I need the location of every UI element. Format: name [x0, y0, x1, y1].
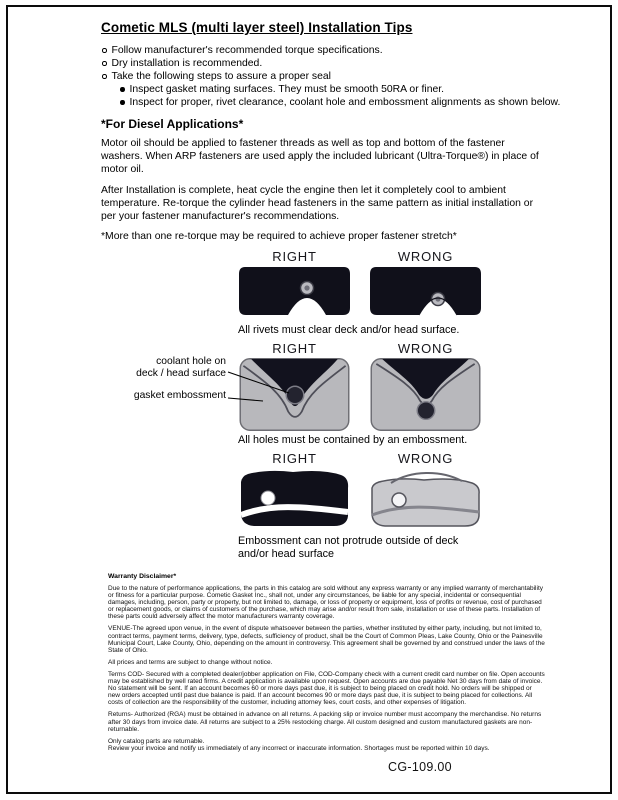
- diagram-caption-rivets: All rivets must clear deck and/or head surface.: [238, 324, 460, 337]
- diagram-row-embossment: [238, 451, 482, 561]
- embossment-right-image: [238, 468, 351, 532]
- diesel-paragraph-1: Motor oil should be applied to fastener threads as well as top and bottom of the fastener washers. When ARP fasteners are used apply the included lubricant (Ultra-Torque®) in place of motor oil.: [101, 138, 539, 176]
- wrong-label: WRONG: [397, 451, 454, 467]
- filled-bullet-icon: [120, 87, 125, 92]
- rivet-wrong-image: [369, 266, 482, 321]
- tip-item: [101, 44, 549, 57]
- diagram-caption-embossment: Embossment can not protrude outside of deck and/or head surface: [238, 535, 459, 561]
- rivet-right-image: [238, 266, 351, 321]
- right-label: RIGHT: [272, 341, 317, 357]
- page-content: [101, 20, 561, 752]
- diagram-labels: [238, 341, 482, 356]
- filled-bullet-icon: [120, 100, 125, 105]
- warranty-paragraph: Review your invoice and notify us immediately of any incorrect or inaccurate information. Shortages must be reported within 10 days.: [108, 744, 490, 752]
- warranty-paragraph: Terms COD- Secured with a completed dealer/jobber application on File, COD-Company check with a current credit card number on file. Open accounts may be established by well rated firms. A credit application is available upon request. Open accounts are due payable Net 30 days from date of invoice. No statement will be sent. If an account becomes 60 or more days past due, it is subject to being placed on credit hold. No orders will be shipped or new orders accepted until past due balance is paid. If an account becomes 90 or more days past due, it is subject to being placed for collections. All costs of collection are the responsibility of the customer, including attorney fees, court costs, and other expenses of litigation.: [108, 670, 545, 707]
- annotation-text-line: deck / head surface: [136, 367, 226, 379]
- diagram-images: [238, 468, 482, 532]
- annotation-coolant-hole: [136, 356, 226, 379]
- tips-list: [101, 44, 561, 109]
- page-number: CG-109.00: [388, 760, 452, 774]
- open-bullet-icon: [102, 48, 107, 53]
- diagram-images: [238, 266, 482, 321]
- holes-wrong-image: [369, 358, 482, 431]
- tip-text: Inspect for proper, rivet clearance, coolant hole and embossment alignments as shown below.: [129, 97, 561, 108]
- diagram-section: [133, 249, 482, 561]
- diagram-row-holes: [133, 341, 482, 447]
- tip-item: [101, 57, 549, 70]
- warranty-section: [108, 573, 545, 757]
- wrong-label: WRONG: [397, 341, 454, 357]
- open-bullet-icon: [102, 61, 107, 66]
- warranty-paragraph: Due to the nature of performance applications, the parts in this catalog are sold without any express warranty or any implied warranty of merchantability or fitness for a particular purpose. Cometic Gasket Inc., shall not, under any circumstances, be liable for any special, incidental or consequential damages, including, person, party or property, but not limited to, damage, or loss of property or equipment, loss of profits or revenue, cost of purchased or replacement goods, or claims of customers of the purchase, which may arise and/or result from sale, installation or use of these parts. Installation of these parts could adversely affect the motor manufacturers warranty coverage.: [108, 585, 543, 621]
- wrong-label: WRONG: [397, 249, 454, 265]
- tip-text: Take the following steps to assure a proper seal: [111, 71, 331, 82]
- diagram-labels: [238, 451, 482, 466]
- diagram-row-rivets: [238, 249, 482, 337]
- right-label: RIGHT: [272, 451, 317, 467]
- tip-text: Dry installation is recommended.: [111, 58, 263, 69]
- tip-text: Inspect gasket mating surfaces. They must be smooth 50RA or finer.: [129, 84, 445, 95]
- diesel-paragraph-2: After Installation is complete, heat cycle the engine then let it completely cool to ambient temperature. Re-torque the cylinder head fasteners in the same pattern as initial installation or per your fastener manufacturer's recommendations.: [101, 184, 534, 223]
- embossment-wrong-image: [369, 468, 482, 532]
- holes-right-image: [238, 358, 351, 431]
- tip-item: [101, 70, 549, 83]
- diagram-caption-holes: All holes must be contained by an embossment.: [238, 434, 468, 447]
- warranty-heading: Warranty Disclaimer*: [108, 573, 177, 580]
- diagram-images: [133, 356, 482, 431]
- annotation-text-line: coolant hole on: [156, 356, 226, 368]
- diagram-labels: [238, 249, 482, 264]
- annotation-gasket-embossment: gasket embossment: [133, 390, 226, 402]
- warranty-paragraph: Only catalog parts are returnable.: [108, 737, 205, 745]
- diesel-heading: *For Diesel Applications*: [101, 117, 244, 131]
- warranty-paragraph: VENUE-The agreed upon venue, in the event of dispute whatsoever between the parties, whether instituted by either party, including, but not limited to, contract terms, payment terms, delivery, type, defects, sufficiency of product, shall be the Court of Common Pleas, Lake County, Ohio or the Painesville Municipal Court, Lake County, Ohio, depending on the amount in controversy. This agreement shall be governed by and construed under the laws of the State of Ohio.: [108, 625, 545, 654]
- warranty-paragraph: Returns- Authorized (RGA) must be obtained in advance on all returns. A packing slip or invoice number must accompany the merchandise. No returns after 30 days from invoice date. All returns are subject to a 25% restocking charge. All custom designed and custom manufactured gaskets are non-returnable.: [108, 711, 542, 733]
- tip-text: Follow manufacturer's recommended torque specifications.: [111, 45, 383, 56]
- page-title: Cometic MLS (multi layer steel) Installation Tips: [101, 20, 413, 35]
- right-label: RIGHT: [272, 249, 317, 265]
- tip-sub-item: [119, 83, 549, 96]
- warranty-paragraph: All prices and terms are subject to change without notice.: [108, 658, 273, 666]
- open-bullet-icon: [102, 74, 107, 79]
- retorque-note: *More than one re-torque may be required to achieve proper fastener stretch*: [101, 231, 457, 243]
- tip-sub-item: [119, 96, 561, 109]
